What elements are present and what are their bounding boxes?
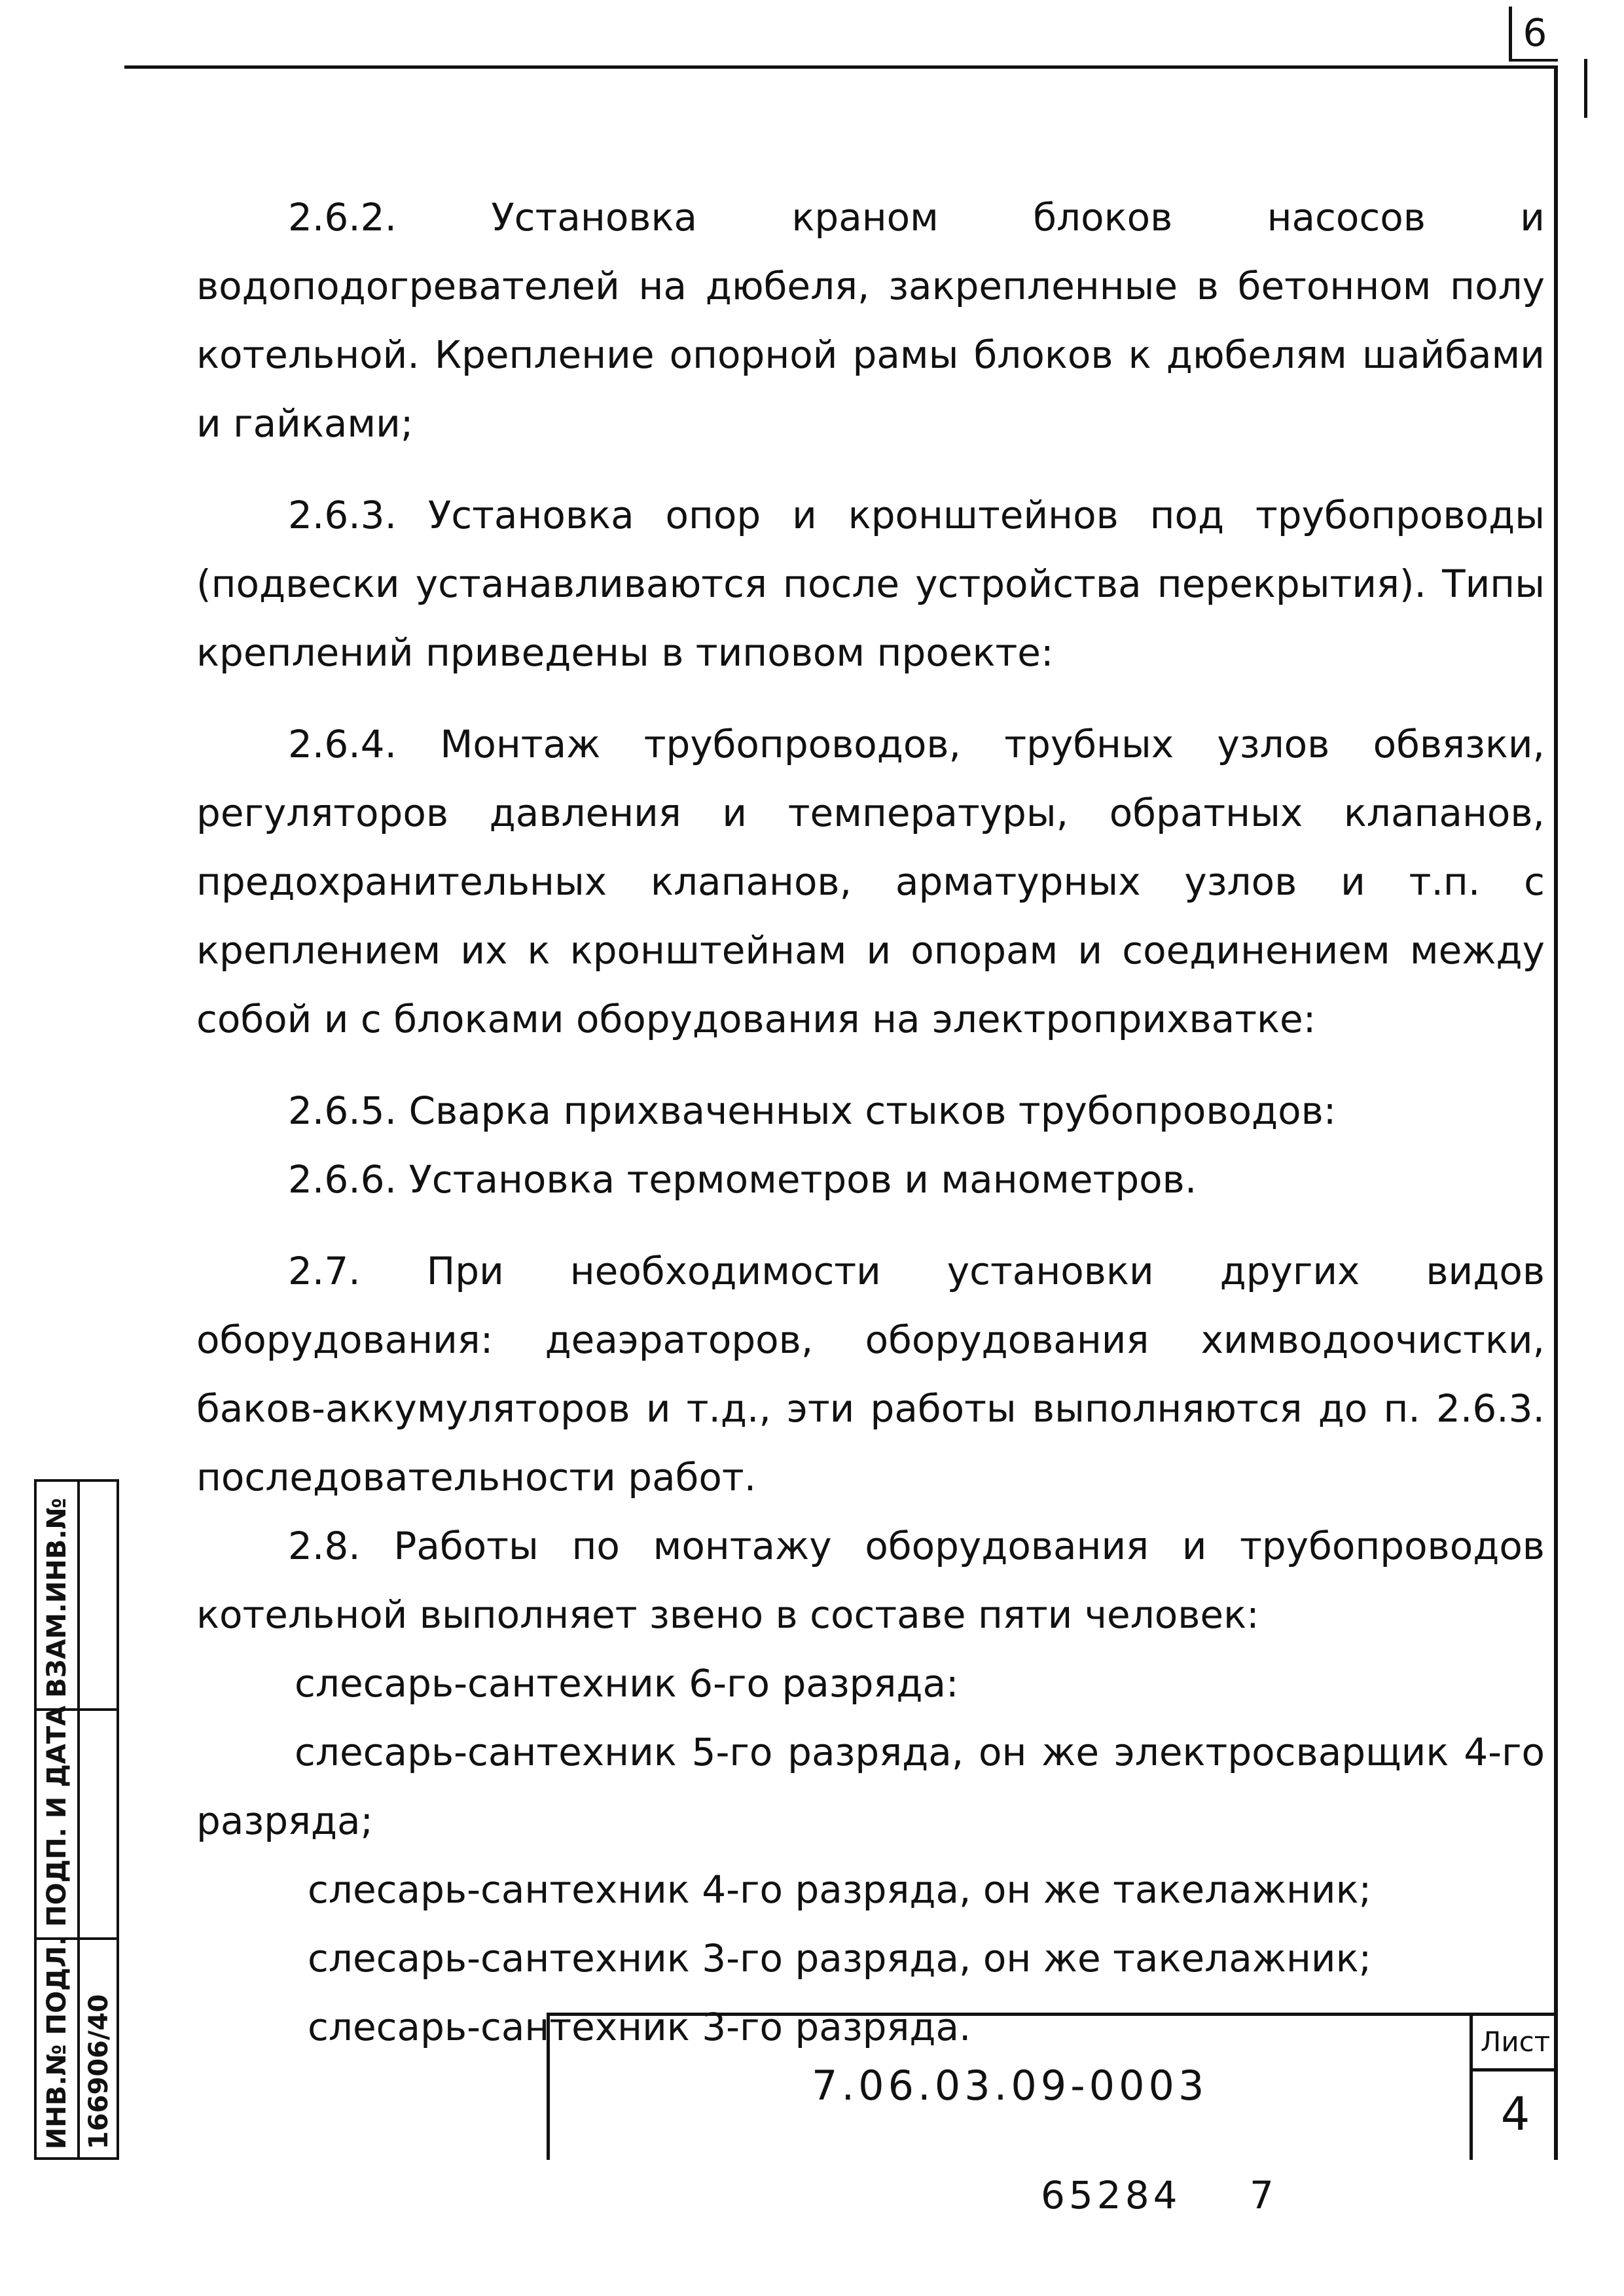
paragraph-2-6-6: 2.6.6. Установка термометров и манометров. bbox=[288, 1157, 1197, 1202]
stamp-orig-inv-label: ИНВ.№ ПОДЛ. bbox=[42, 1935, 72, 2149]
role-item: слесарь-сантехник 4-го разряда, он же такелажник; bbox=[308, 1867, 1372, 1912]
sheet-label: Лист bbox=[1473, 2016, 1558, 2072]
title-block bbox=[547, 2013, 1558, 2160]
binding-stamp bbox=[34, 1479, 119, 2160]
frame-tick bbox=[1584, 59, 1587, 118]
stamp-cell-replace-inv bbox=[37, 1482, 117, 1711]
bottom-numbers bbox=[1041, 2173, 1330, 2217]
stamp-orig-inv-value: 166906/40 bbox=[84, 1994, 114, 2149]
stamp-sign-date-label: ПОДП. И ДАТА bbox=[42, 1706, 72, 1927]
sheet-number: 4 bbox=[1500, 2087, 1530, 2141]
stamp-replace-inv-label: ВЗАМ.ИНВ.№ bbox=[42, 1498, 72, 1698]
document-body bbox=[196, 183, 1545, 2062]
stamp-cell-orig-inv bbox=[37, 1935, 117, 2160]
role-item: слесарь-сантехник 3-го разряда. bbox=[308, 2005, 971, 2049]
sheet-box bbox=[1470, 2016, 1558, 2160]
paragraph-2-6-4: 2.6.4. Монтаж трубопроводов, трубных узлов обвязки, регуляторов давления и температуры, обратных клапанов, предохранительных клапанов, арматурных узлов и т.п. с креплением их к кронштейнам и опорам и соединением между собой и с блоками оборудования на электроприхватке: bbox=[196, 722, 1545, 1041]
document-code: 7.06.03.09-0003 bbox=[812, 2062, 1208, 2109]
role-item: слесарь-сантехник 6-го разряда: bbox=[295, 1661, 959, 1706]
corner-page-number: 6 bbox=[1509, 7, 1558, 62]
role-item: слесарь-сантехник 5-го разряда, он же электросварщик 4-го разряда; bbox=[196, 1730, 1545, 1843]
paragraph-2-6-3: 2.6.3. Установка опор и кронштейнов под трубопроводы (подвески устанавливаются после устройства перекрытия). Типы креплений приведены в типовом проекте: bbox=[196, 493, 1545, 675]
paragraph-2-6-5: 2.6.5. Сварка прихваченных стыков трубопроводов: bbox=[288, 1088, 1337, 1133]
archive-number: 65284 bbox=[1041, 2173, 1182, 2217]
role-item: слесарь-сантехник 3-го разряда, он же такелажник; bbox=[308, 1936, 1372, 1981]
paragraph-2-6-2: 2.6.2. Установка краном блоков насосов и водоподогревателей на дюбеля, закрепленные в бетонном полу котельной. Крепление опорной рамы блоков к дюбелям шайбами и гайками; bbox=[196, 195, 1545, 446]
page-number: 7 bbox=[1249, 2173, 1278, 2217]
paragraph-2-7: 2.7. При необходимости установки других видов оборудования: деаэраторов, оборудования химводоочистки, баков-аккумуляторов и т.д., эти работы выполняются до п. 2.6.3. последовательности работ. bbox=[196, 1249, 1545, 1499]
stamp-cell-sign-date bbox=[37, 1706, 117, 1940]
paragraph-2-8: 2.8. Работы по монтажу оборудования и трубопроводов котельной выполняет звено в составе пяти человек: bbox=[196, 1524, 1545, 1637]
